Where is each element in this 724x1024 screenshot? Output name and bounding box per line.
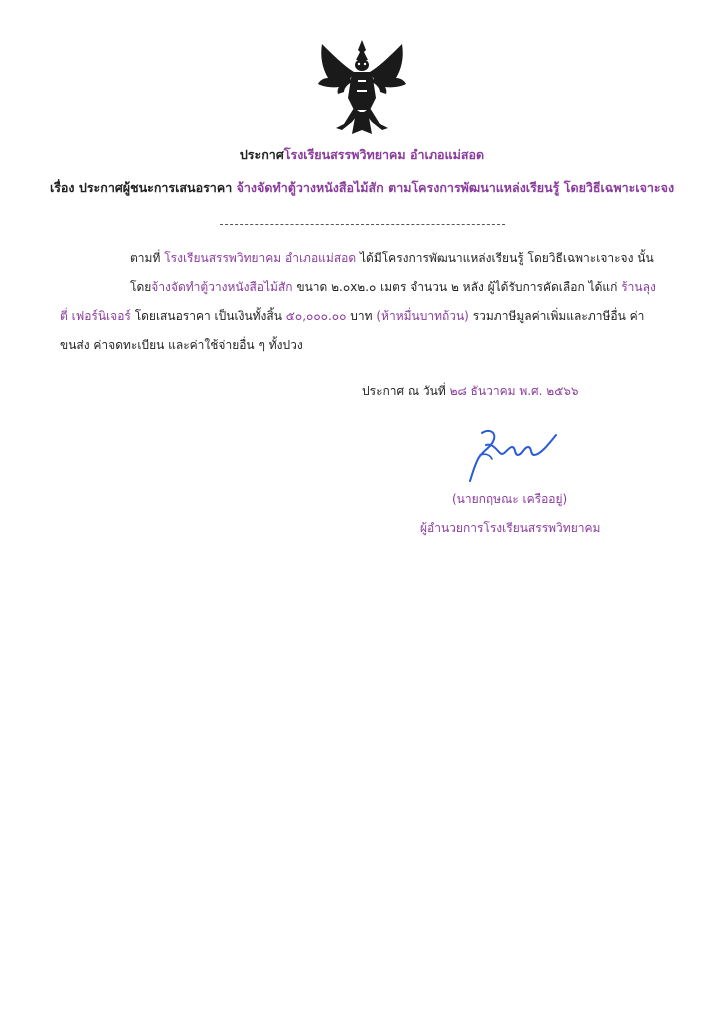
announcement-subject: [40, 175, 684, 200]
subject-label: เรื่อง ประกาศผู้ชนะการเสนอราคา: [49, 180, 233, 195]
p1-rest: ได้มีโครงการพัฒนาแหล่งเรียนรู้ โดยวิธีเฉพาะเจาะจง นั้น: [359, 251, 654, 265]
announcement-body: [60, 244, 660, 360]
announcement-title: [0, 145, 724, 165]
announcement-date: ๒๘ ธันวาคม พ.ศ. ๒๕๖๖: [449, 384, 579, 398]
date-label: ประกาศ ณ วันที่: [362, 384, 446, 398]
p2-vendor: ร้านลุงตี่ เฟอร์นิเจอร์: [60, 280, 656, 323]
signatory-name: (นายกฤษณะ เครืออยู่): [452, 492, 568, 506]
subject-detail: จ้างจัดทำตู้วางหนังสือไม้สัก ตามโครงการพัฒนาแหล่งเรียนรู้ โดยวิธีเฉพาะเจาะจง: [236, 180, 675, 195]
p2-offer: โดยเสนอราคา เป็นเงินทั้งสิ้น: [134, 309, 282, 323]
p2-item: จ้างจัดทำตู้วางหนังสือไม้สัก: [151, 280, 293, 294]
p2-currency: บาท: [350, 309, 373, 323]
p2-lead: โดย: [130, 280, 152, 294]
p2-tail: รวมภาษีมูลค่าเพิ่มและภาษีอื่น ค่าขนส่ง ค่าจดทะเบียน และค่าใช้จ่ายอื่น ๆ ทั้งปวง: [60, 309, 645, 352]
p1-school: โรงเรียนสรรพวิทยาคม อำเภอแม่สอด: [164, 251, 357, 265]
signature-icon: [452, 425, 562, 485]
p2-amount: ๕๐,๐๐๐.๐๐: [285, 309, 347, 323]
title-district: อำเภอแม่สอด: [410, 147, 485, 162]
body-paragraph-1: [60, 244, 660, 273]
title-prefix: ประกาศ: [239, 147, 284, 162]
signatory-title: ผู้อำนวยการโรงเรียนสรรพวิทยาคม: [420, 521, 601, 535]
garuda-emblem-icon: [314, 38, 410, 138]
p2-spec: ขนาด ๒.๐x๒.๐ เมตร จำนวน ๒ หลัง ผู้ได้รับการคัดเลือก ได้แก่: [296, 280, 618, 294]
title-school: โรงเรียนสรรพวิทยาคม: [283, 147, 406, 162]
p1-lead: ตามที่: [130, 251, 161, 265]
section-divider: [220, 224, 505, 225]
p2-amount-words: (ห้าหมื่นบาทถ้วน): [376, 309, 469, 323]
body-paragraph-2: [0, 273, 660, 360]
announcement-date-line: [362, 382, 579, 401]
